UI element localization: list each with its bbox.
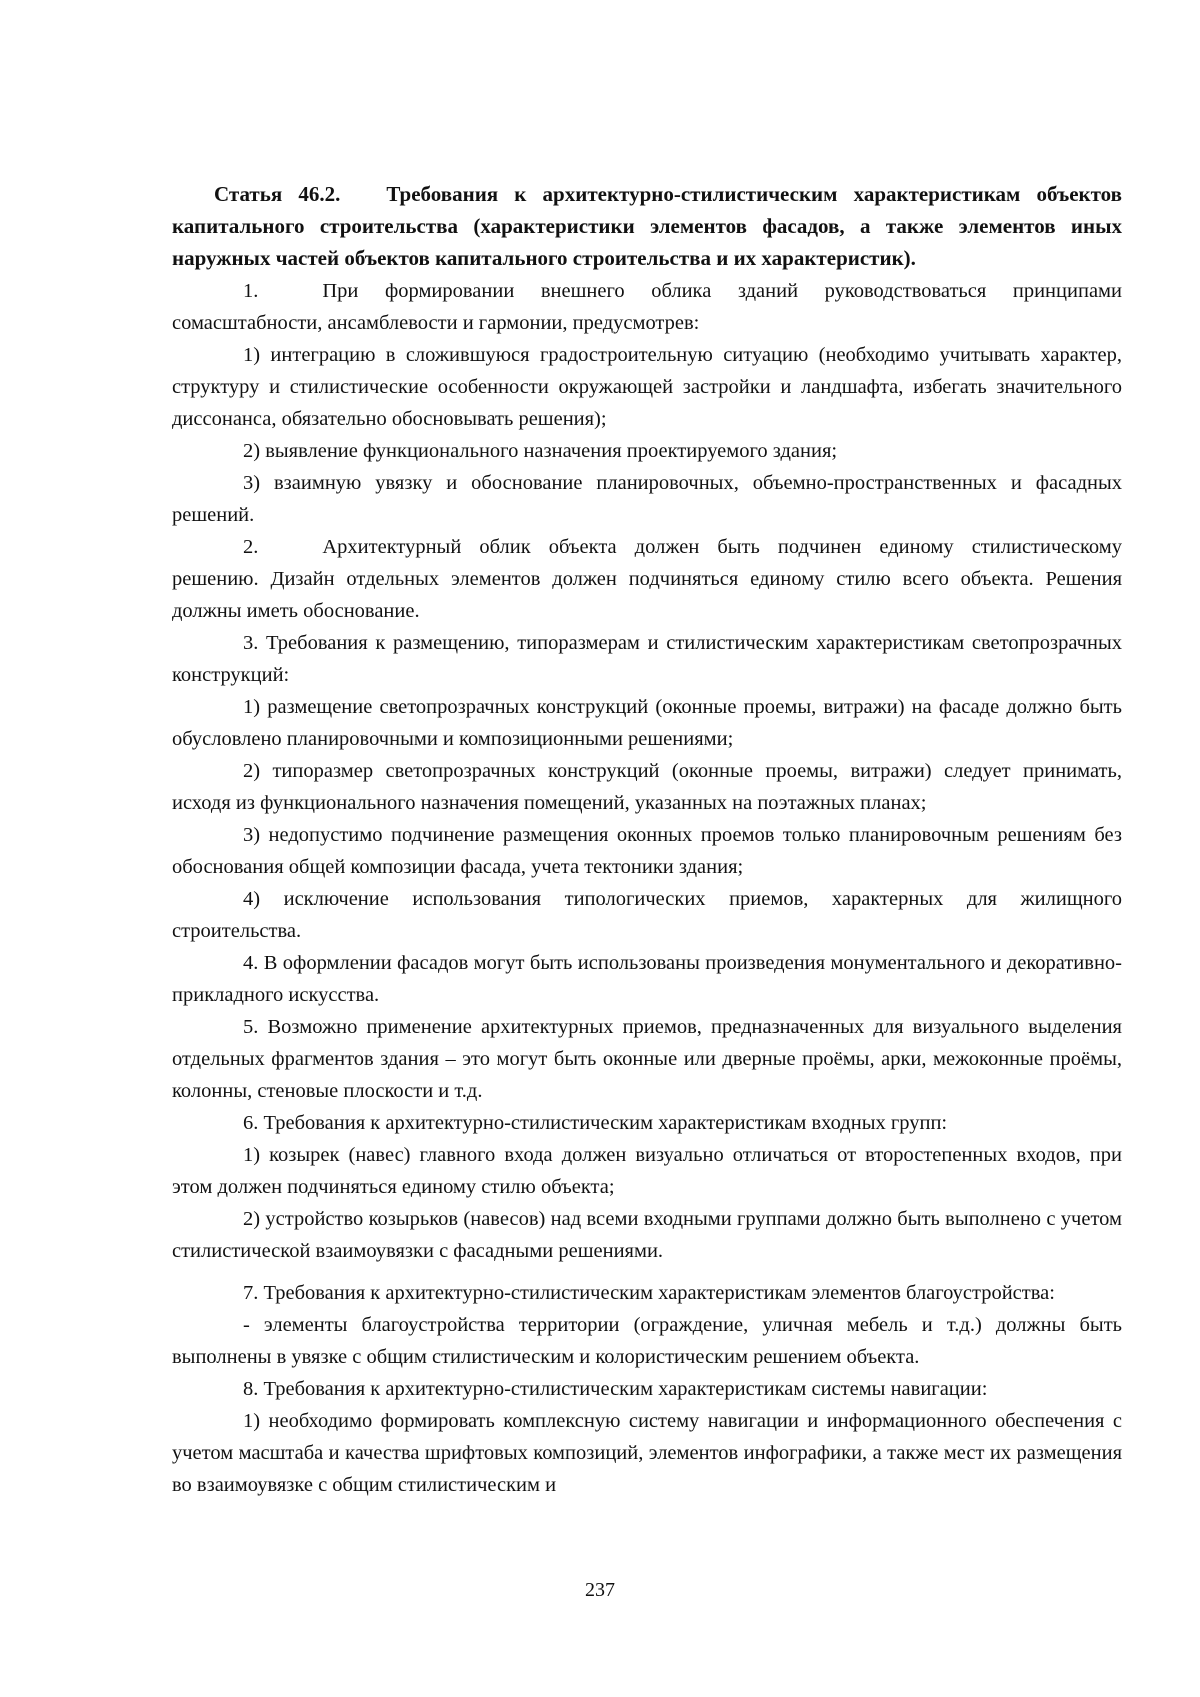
paragraph-6-item-1: 1) козырек (навес) главного входа должен визуально отличаться от второстепенных входов, при этом должен подчиняться единому стилю объекта; [172,1144,1122,1198]
paragraph-3: 3. Требования к размещению, типоразмерам и стилистическим характеристикам светопрозрачных конструкций: [172,632,1122,686]
article-number: Статья 46.2. [214,182,341,206]
document-body [172,178,1122,1501]
paragraph-6: 6. Требования к архитектурно-стилистическим характеристикам входных групп: [243,1112,948,1134]
paragraph-1-item-3: 3) взаимную увязку и обоснование планировочных, объемно-пространственных и фасадных решений. [172,472,1122,526]
paragraph-1 [172,275,1122,339]
paragraph-8-item-1: 1) необходимо формировать комплексную систему навигации и информационного обеспечения с учетом масштаба и качества шрифтовых композиций, элементов инфографики, а также мест их размещения во взаимоувязке с общим стилистическим и [172,1410,1122,1496]
paragraph-3-item-1: 1) размещение светопрозрачных конструкций (оконные проемы, витражи) на фасаде должно быть обусловлено планировочными и композиционными решениями; [172,696,1122,750]
paragraph-7-item-1: - элементы благоустройства территории (ограждение, уличная мебель и т.д.) должны быть выполнены в увязке с общим стилистическим и колористическим решением объекта. [172,1314,1122,1368]
paragraph-3-item-4: 4) исключение использования типологических приемов, характерных для жилищного строительства. [172,888,1122,942]
paragraph-8: 8. Требования к архитектурно-стилистическим характеристикам системы навигации: [243,1378,988,1400]
paragraph-number: 2. [243,536,259,558]
page-number: 237 [585,1579,615,1601]
paragraph-7: 7. Требования к архитектурно-стилистическим характеристикам элементов благоустройства: [243,1282,1055,1304]
paragraph-text: Архитектурный облик объекта должен быть подчинен единому стилистическому решению. Дизайн отдельных элементов должен подчиняться единому стилю всего объекта. Решения должны иметь обоснование. [172,536,1122,622]
paragraph-4: 4. В оформлении фасадов могут быть использованы произведения монументального и декоративно-прикладного искусства. [172,952,1122,1006]
paragraph-text: При формировании внешнего облика зданий руководствоваться принципами сомасштабности, ансамблевости и гармонии, предусмотрев: [172,280,1122,334]
paragraph-1-item-1: 1) интеграцию в сложившуюся градостроительную ситуацию (необходимо учитывать характер, структуру и стилистические особенности окружающей застройки и ландшафта, избегать значительного диссонанса, обязательно обосновывать решения); [172,344,1122,430]
paragraph-1-item-2: 2) выявление функционального назначения проектируемого здания; [243,440,838,462]
paragraph-2 [172,531,1122,627]
paragraph-3-item-2: 2) типоразмер светопрозрачных конструкций (оконные проемы, витражи) следует принимать, исходя из функционального назначения помещений, указанных на поэтажных планах; [172,760,1122,814]
article-heading [172,178,1122,274]
paragraph-number: 1. [243,280,259,302]
paragraph-6-item-2: 2) устройство козырьков (навесов) над всеми входными группами должно быть выполнено с учетом стилистической взаимоувязки с фасадными решениями. [172,1208,1122,1262]
article-title: Требования к архитектурно-стилистическим характеристикам объектов капитального строительства (характеристики элементов фасадов, а также элементов иных наружных частей объектов капитального строительства и их характеристик). [172,182,1122,270]
paragraph-3-item-3: 3) недопустимо подчинение размещения оконных проемов только планировочным решениям без обоснования общей композиции фасада, учета тектоники здания; [172,824,1122,878]
paragraph-5: 5. Возможно применение архитектурных приемов, предназначенных для визуального выделения отдельных фрагментов здания – это могут быть оконные или дверные проёмы, арки, межоконные проёмы, колонны, стеновые плоскости и т.д. [172,1016,1122,1102]
